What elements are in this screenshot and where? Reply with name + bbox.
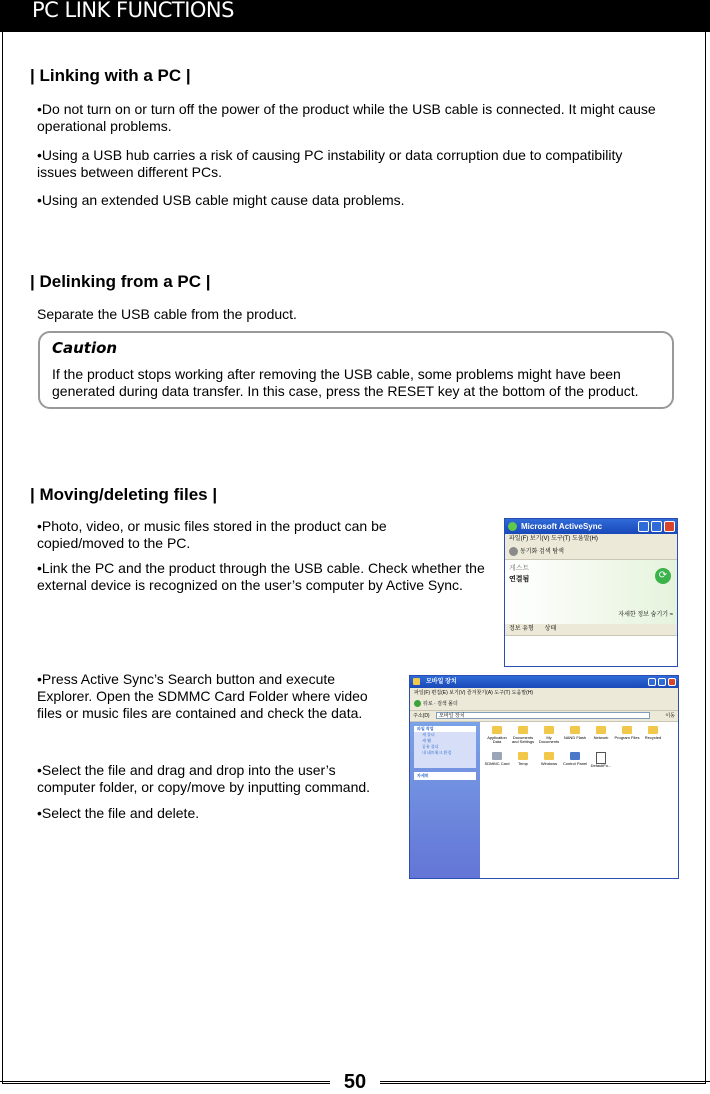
folder-label: Network — [593, 735, 609, 740]
folder-label: DefaultFo... — [590, 763, 612, 768]
folder-item[interactable] — [562, 726, 588, 744]
address-input[interactable]: 모바일 장치 — [436, 712, 650, 719]
linking-bullet-2: •Using a USB hub carries a risk of causing PC instability or data corruption due to compatibility issues between different PCs. — [37, 147, 623, 180]
folder-item[interactable] — [588, 726, 614, 744]
moving-bullet-1: •Photo, video, or music files stored in the product can be copied/moved to the PC. — [37, 518, 387, 551]
folder-row-2 — [484, 752, 676, 768]
task-pane — [410, 722, 480, 878]
explorer-menubar[interactable]: 파일(F) 편집(E) 보기(V) 즐겨찾기(A) 도구(T) 도움말(H) — [414, 690, 534, 696]
folder-icon — [570, 726, 580, 734]
footer-rule-left — [0, 1081, 332, 1082]
linking-bullet-3: •Using an extended USB cable might cause data problems. — [37, 192, 405, 208]
folder-item[interactable] — [640, 726, 666, 744]
column-info-type[interactable]: 정보 유형 — [509, 626, 534, 632]
folder-grid — [484, 726, 676, 768]
sync-status-icon: ⟳ — [655, 568, 671, 584]
folder-icon — [544, 726, 554, 734]
folder-item[interactable] — [536, 726, 562, 744]
folder-item[interactable] — [614, 726, 640, 744]
caution-box — [38, 331, 674, 409]
folder-item[interactable] — [588, 752, 614, 768]
moving-bullet-5: •Select the file and delete. — [37, 805, 200, 821]
sync-icon[interactable] — [509, 547, 518, 556]
caution-title: Caution — [52, 339, 118, 357]
minimize-icon[interactable] — [648, 678, 656, 686]
maximize-icon[interactable] — [658, 678, 666, 686]
task-link[interactable]: 새 웹 — [422, 738, 431, 743]
activesync-guest: 게스트 — [509, 565, 530, 572]
footer-rule-right — [378, 1081, 710, 1082]
maximize-icon[interactable] — [651, 521, 662, 532]
folder-icon — [622, 726, 632, 734]
folder-item[interactable] — [510, 752, 536, 768]
folder-icon — [544, 752, 554, 760]
moving-bullet-2: •Link the PC and the product through the USB cable. Check whether the external device is recognized on the user’s computer by Active Sync. — [37, 560, 485, 593]
column-status[interactable]: 상태 — [544, 626, 557, 632]
linking-heading: | Linking with a PC | — [30, 66, 191, 85]
page-title: PC LINK FUNCTIONS — [32, 0, 234, 22]
task-link[interactable]: 내 네트워크 환경 — [422, 750, 452, 755]
close-icon[interactable] — [668, 678, 676, 686]
details-toggle[interactable]: 자세한 정보 숨기기 ≈ — [618, 612, 673, 618]
folder-item[interactable] — [562, 752, 588, 768]
moving-bullet-4: •Select the file and drag and drop into the user’s computer folder, or copy/move by inputting command. — [37, 762, 371, 795]
explorer-titlebar — [410, 676, 678, 688]
folder-item[interactable] — [484, 726, 510, 744]
task-link[interactable]: 공유 폴더 — [422, 744, 439, 749]
activesync-status-panel — [505, 560, 677, 624]
address-bar — [410, 711, 678, 722]
activesync-titlebar — [505, 519, 677, 534]
task-link[interactable]: 새 폴더 — [422, 732, 435, 737]
folder-label: Windows — [540, 761, 558, 766]
explorer-title: 모바일 장치 — [426, 679, 457, 685]
delinking-text: Separate the USB cable from the product. — [37, 306, 297, 322]
activesync-list — [505, 636, 677, 667]
folder-icon — [518, 752, 528, 760]
folder-label: Application Data — [487, 735, 507, 744]
folder-item[interactable] — [484, 752, 510, 768]
minimize-icon[interactable] — [638, 521, 649, 532]
details-panel-title[interactable]: 자세히 — [414, 772, 476, 780]
folder-label: My Documents — [538, 735, 560, 744]
close-icon[interactable] — [664, 521, 675, 532]
back-icon[interactable] — [414, 700, 421, 707]
activesync-title: Microsoft ActiveSync — [521, 522, 603, 531]
page-number: 50 — [330, 1071, 380, 1094]
folder-label: Temp — [518, 761, 528, 766]
caution-text: If the product stops working after removing the USB cable, some problems might have been generated during data transfer. In this case, press the RESET key at the bottom of the product. — [52, 366, 639, 399]
activesync-toolbar-labels[interactable]: 동기화 검색 탐색 — [520, 549, 564, 555]
activesync-toolbar — [505, 545, 677, 560]
activesync-window — [504, 518, 678, 667]
page-header — [0, 0, 710, 32]
explorer-toolbar-labels[interactable]: 뒤로 · 검색 폴더 — [423, 701, 458, 707]
linking-bullet-1: •Do not turn on or turn off the power of the product while the USB cable is connected. It might cause operational problems. — [37, 101, 656, 134]
explorer-window — [409, 675, 679, 879]
control-panel-icon — [570, 752, 580, 760]
folder-item[interactable] — [510, 726, 536, 744]
folder-label: Documents and Settings — [511, 735, 535, 744]
activesync-menubar[interactable]: 파일(F) 보기(V) 도구(T) 도움말(H) — [509, 536, 598, 542]
file-tasks-panel — [414, 726, 476, 768]
folder-label: Recycled — [644, 735, 662, 740]
activesync-app-icon — [508, 522, 517, 531]
file-tasks-title: 파일 작업 — [414, 726, 476, 732]
activesync-columns — [505, 624, 677, 636]
moving-heading: | Moving/deleting files | — [30, 485, 218, 504]
go-button[interactable]: 이동 — [665, 713, 675, 719]
explorer-body — [410, 722, 678, 878]
moving-bullet-3: •Press Active Sync’s Search button and execute Explorer. Open the SDMMC Card Folder where video files or music files are contained and check the data. — [37, 671, 368, 721]
folder-label: SDMMC Card — [484, 761, 510, 766]
address-label: 주소(D) — [413, 713, 430, 719]
folder-item[interactable] — [536, 752, 562, 768]
explorer-toolbar — [410, 698, 678, 711]
folder-icon — [492, 726, 502, 734]
delinking-heading: | Delinking from a PC | — [30, 272, 211, 291]
explorer-app-icon — [413, 678, 420, 685]
folder-icon — [596, 726, 606, 734]
activesync-status: 연결됨 — [509, 576, 530, 583]
folder-label: NAND Flash — [563, 735, 587, 740]
folder-icon — [648, 726, 658, 734]
card-icon — [492, 752, 502, 760]
folder-label: Program Files — [614, 735, 640, 740]
folder-icon — [518, 726, 528, 734]
folder-row-1 — [484, 726, 676, 744]
folder-label: Control Panel — [562, 761, 588, 766]
